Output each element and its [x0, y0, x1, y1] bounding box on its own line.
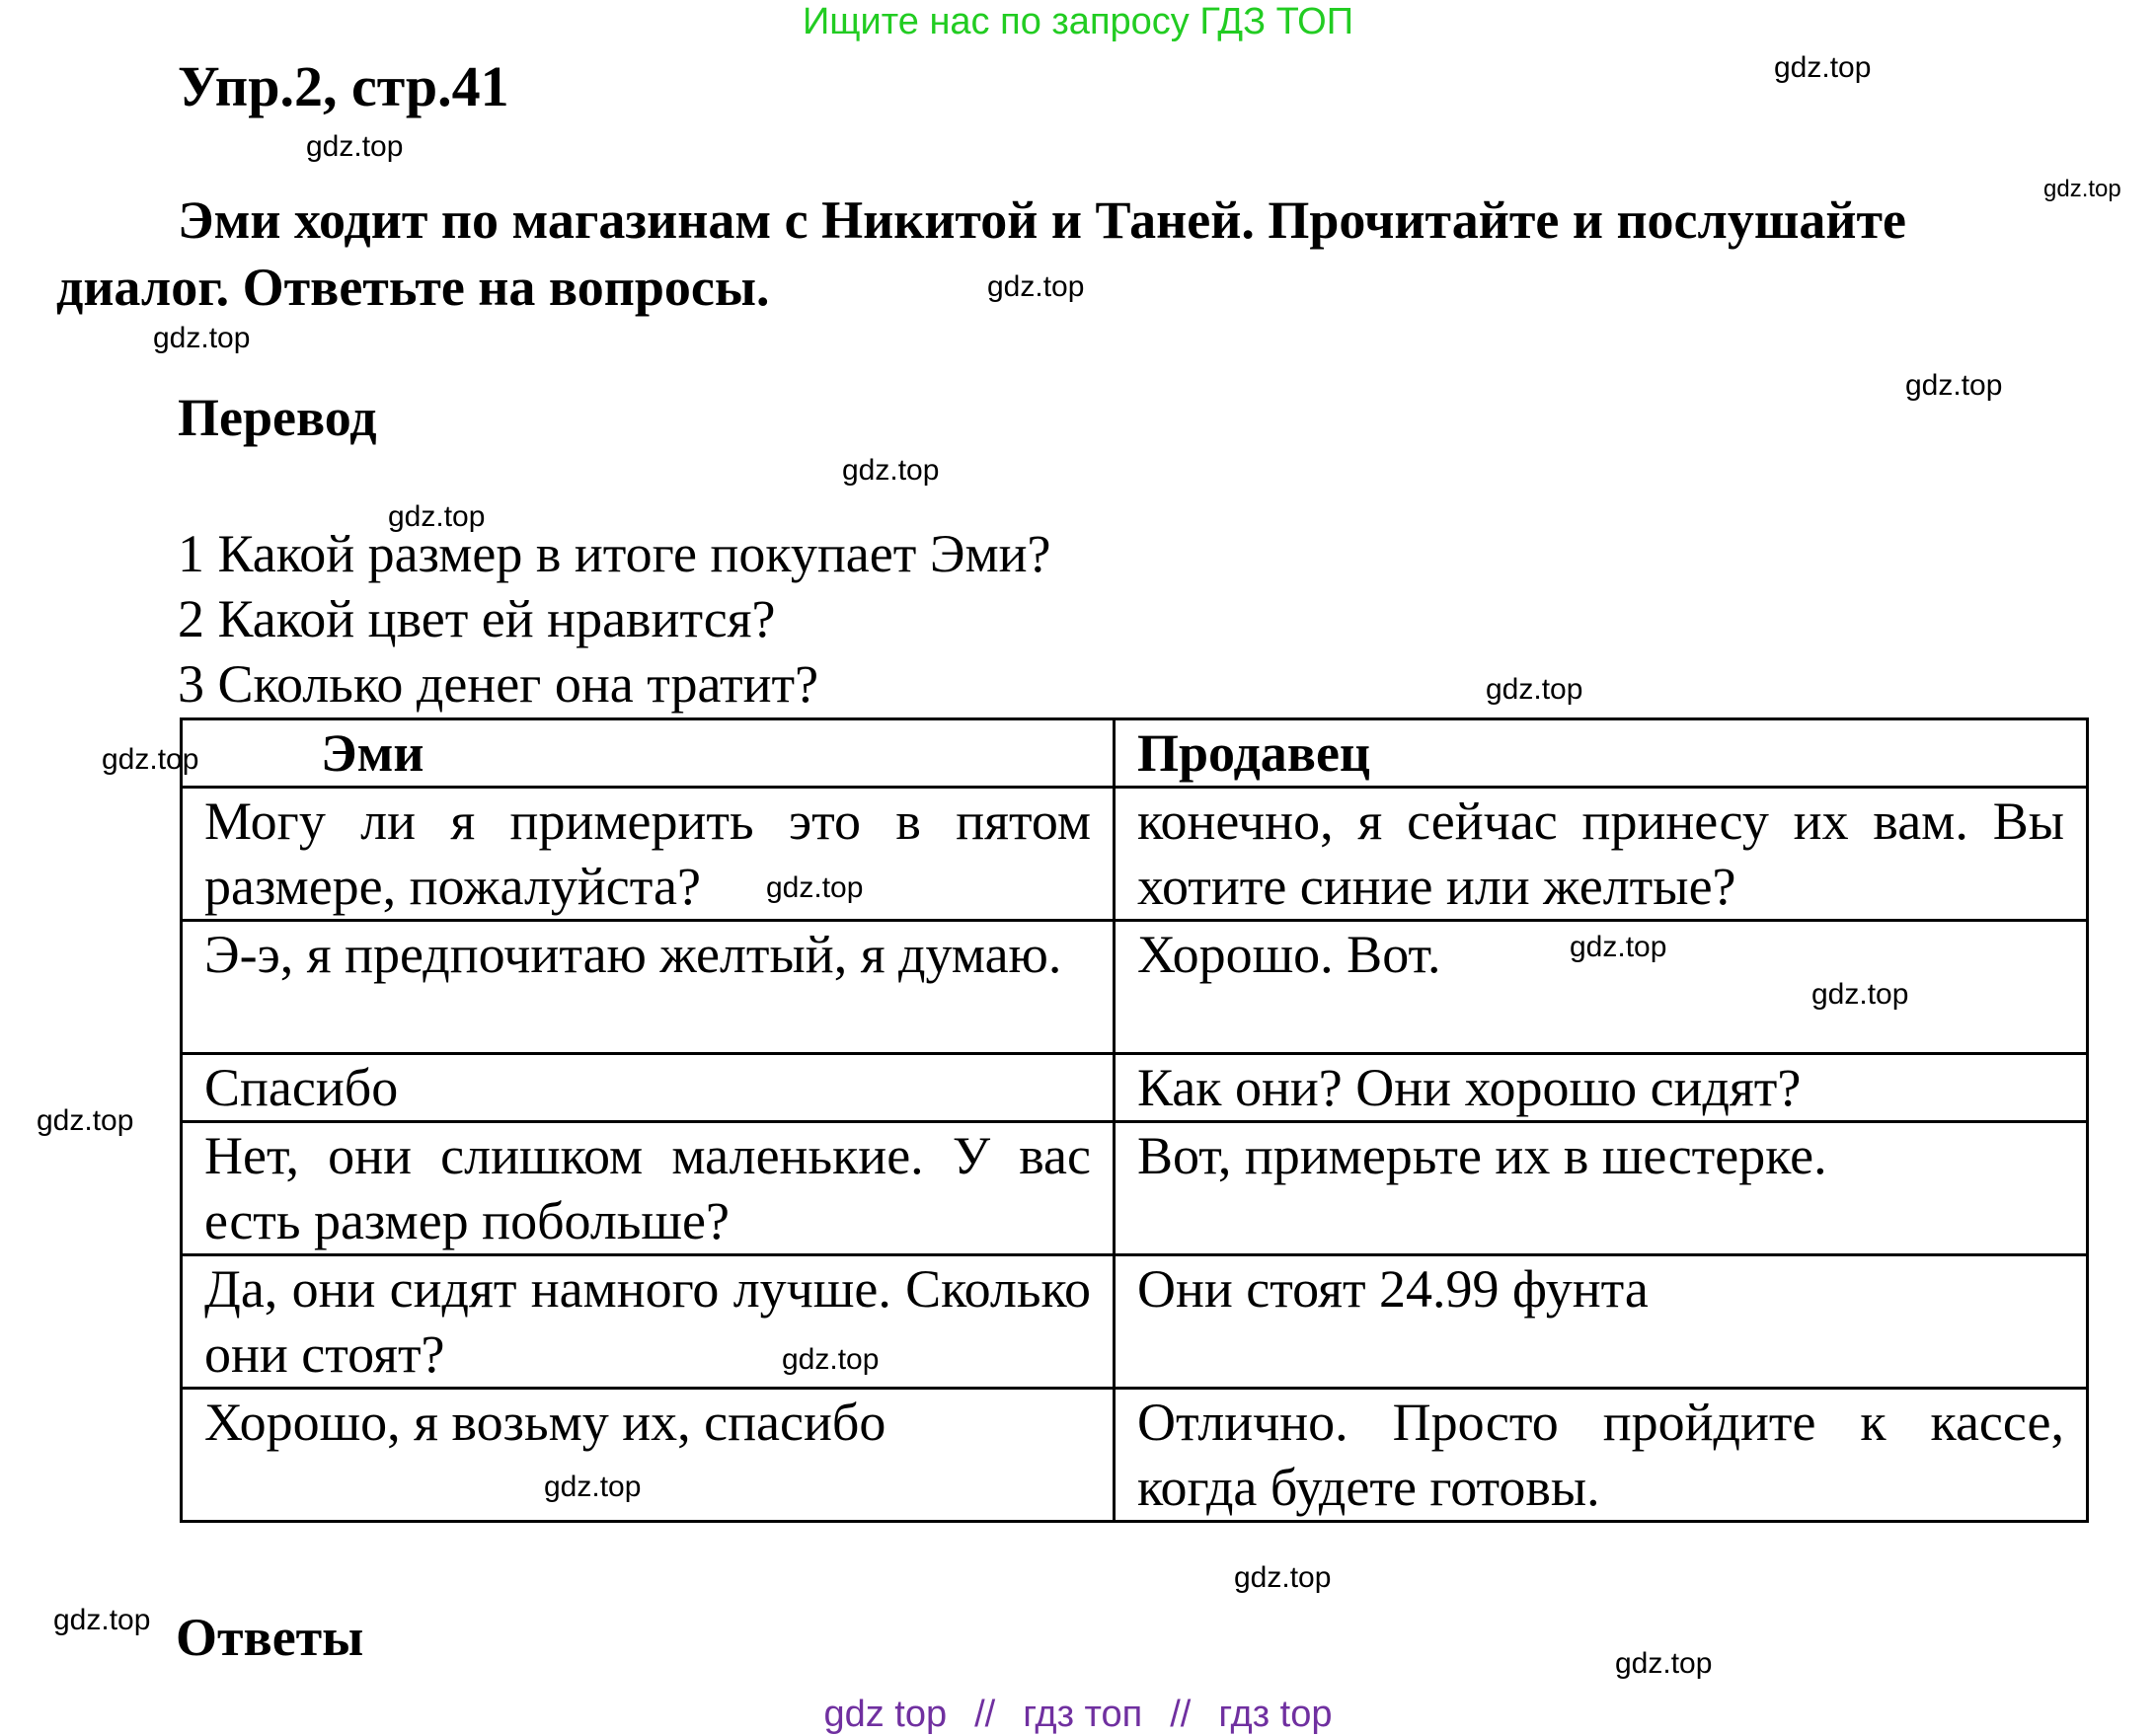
link-separator: //	[974, 1694, 996, 1735]
amy-line: Могу ли я примерить это в пятом размере, пожалуйста?	[182, 788, 1115, 921]
task-text-line-1: Эми ходит по магазинам с Никитой и Таней. Прочитайте и послушайте	[178, 190, 1907, 250]
table-header-row	[182, 719, 2088, 788]
question-1: 1 Какой размер в итоге покупает Эми?	[178, 524, 1051, 583]
seller-line: Отлично. Просто пройдите к кассе, когда будете готовы.	[1115, 1389, 2088, 1522]
seller-line: конечно, я сейчас принесу их вам. Вы хотите синие или желтые?	[1115, 788, 2088, 921]
search-banner: Ищите нас по запросу ГДЗ ТОП	[802, 1, 1354, 42]
link-gdz-top-mixed[interactable]: гдз top	[1218, 1694, 1333, 1735]
watermark: gdz.top	[102, 743, 199, 776]
amy-line: Нет, они слишком маленькие. У вас есть размер побольше?	[182, 1122, 1115, 1255]
task-text-line-2: диалог. Ответьте на вопросы.	[56, 258, 770, 317]
watermark: gdz.top	[306, 130, 404, 163]
exercise-title: Упр.2, стр.41	[178, 54, 509, 118]
table-row	[182, 1255, 2088, 1389]
watermark: gdz.top	[544, 1471, 642, 1503]
watermark: gdz.top	[987, 270, 1085, 303]
watermark: gdz.top	[2043, 176, 2121, 202]
table-row	[182, 921, 2088, 1054]
link-separator: //	[1170, 1694, 1192, 1735]
translation-heading: Перевод	[178, 388, 377, 447]
link-gdz-top[interactable]: gdz top	[823, 1694, 948, 1735]
seller-line: Они стоят 24.99 фунта	[1115, 1255, 2088, 1389]
amy-line: Спасибо	[182, 1054, 1115, 1122]
seller-line: Как они? Они хорошо сидят?	[1115, 1054, 2088, 1122]
watermark: gdz.top	[1234, 1561, 1332, 1594]
question-2: 2 Какой цвет ей нравится?	[178, 589, 776, 648]
amy-line: Хорошо, я возьму их, спасибо	[182, 1389, 1115, 1522]
watermark: gdz.top	[53, 1604, 151, 1636]
amy-line: Да, они сидят намного лучше. Сколько они стоят?	[182, 1255, 1115, 1389]
watermark: gdz.top	[782, 1343, 880, 1376]
watermark: gdz.top	[37, 1104, 134, 1137]
bottom-links	[0, 1693, 2156, 1736]
watermark: gdz.top	[388, 500, 486, 533]
table-row	[182, 1054, 2088, 1122]
header-amy: Эми	[182, 719, 1115, 788]
watermark: gdz.top	[153, 322, 251, 354]
header-seller: Продавец	[1115, 719, 2088, 788]
watermark: gdz.top	[1811, 978, 1909, 1011]
question-3: 3 Сколько денег она тратит?	[178, 654, 819, 714]
watermark: gdz.top	[1615, 1647, 1713, 1680]
watermark: gdz.top	[842, 454, 940, 487]
table-row	[182, 1122, 2088, 1255]
watermark: gdz.top	[766, 871, 864, 904]
table-row	[182, 788, 2088, 921]
watermark: gdz.top	[1486, 673, 1583, 706]
table-row	[182, 1389, 2088, 1522]
seller-line: Вот, примерьте их в шестерке.	[1115, 1122, 2088, 1255]
amy-line: Э-э, я предпочитаю желтый, я думаю.	[182, 921, 1115, 1054]
watermark: gdz.top	[1905, 369, 2003, 402]
answers-heading: Ответы	[176, 1608, 364, 1667]
watermark: gdz.top	[1774, 51, 1872, 84]
seller-line: Хорошо. Вот.	[1115, 921, 2088, 1054]
watermark: gdz.top	[1570, 931, 1667, 963]
dialog-table	[180, 717, 2089, 1523]
link-gdz-top-ru[interactable]: гдз топ	[1023, 1694, 1143, 1735]
